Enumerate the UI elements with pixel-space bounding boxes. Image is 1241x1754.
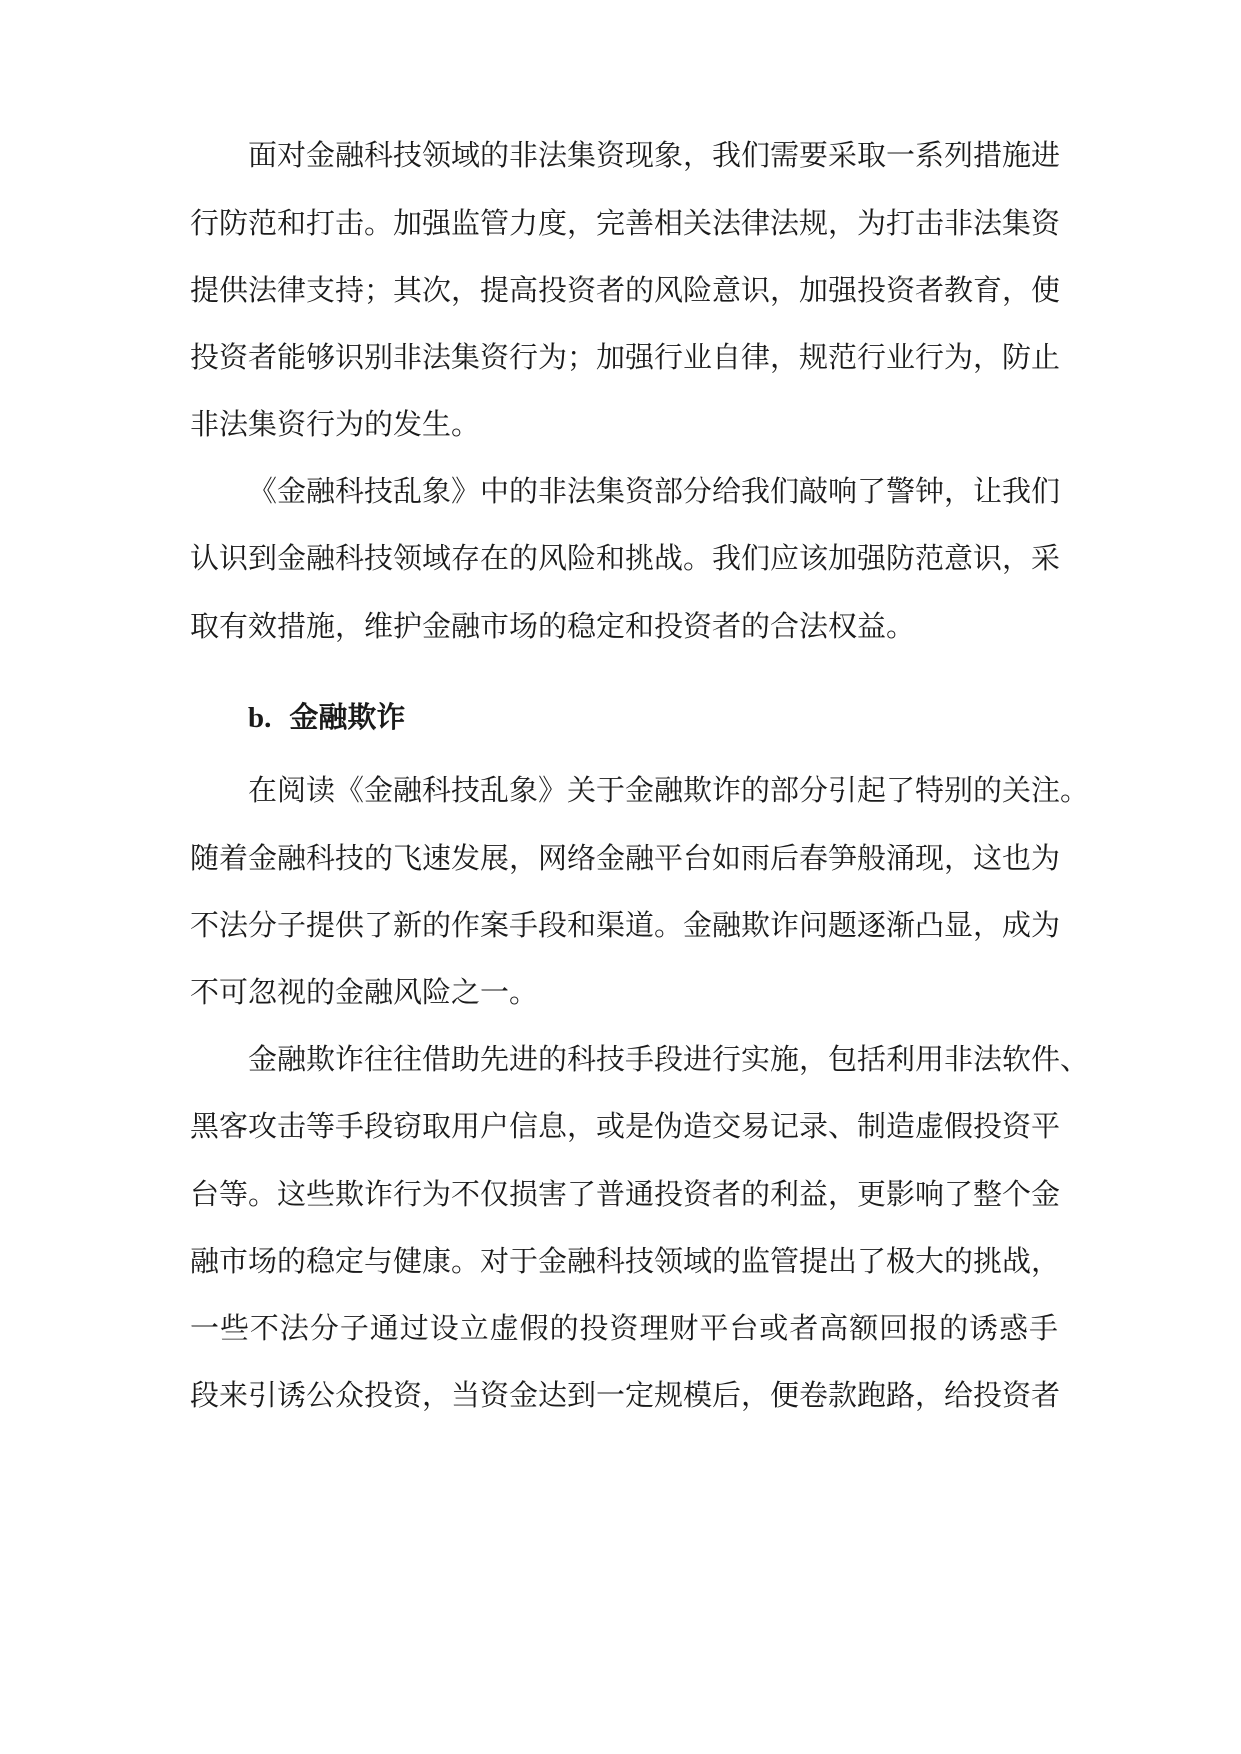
paragraph-3-line-3: 不法分子提供了新的作案手段和渠道。金融欺诈问题逐渐凸显，成为 — [190, 908, 1061, 942]
paragraph-3-line-4: 不可忽视的金融风险之一。 — [190, 975, 539, 1009]
paragraph-2-line-2: 认识到金融科技领域存在的风险和挑战。我们应该加强防范意识，采 — [190, 541, 1061, 575]
paragraph-4-line-6: 段来引诱公众投资，当资金达到一定规模后，便卷款跑路，给投资者 — [190, 1378, 1061, 1412]
paragraph-4-line-4: 融市场的稳定与健康。对于金融科技领域的监管提出了极大的挑战， — [190, 1244, 1061, 1278]
paragraph-1-line-4: 投资者能够识别非法集资行为；加强行业自律，规范行业行为，防止 — [190, 340, 1061, 374]
paragraph-4-line-2: 黑客攻击等手段窃取用户信息，或是伪造交易记录、制造虚假投资平 — [190, 1109, 1061, 1143]
paragraph-2-line-1: 《金融科技乱象》中的非法集资部分给我们敲响了警钟，让我们 — [248, 474, 1061, 508]
paragraph-2-line-3: 取有效措施，维护金融市场的稳定和投资者的合法权益。 — [190, 609, 916, 643]
paragraph-4-line-1: 金融欺诈往往借助先进的科技手段进行实施，包括利用非法软件、 — [248, 1042, 1090, 1076]
paragraph-4-line-3: 台等。这些欺诈行为不仅损害了普通投资者的利益，更影响了整个金 — [190, 1177, 1061, 1211]
section-heading — [248, 695, 405, 739]
paragraph-4-line-5: 一些不法分子通过设立虚假的投资理财平台或者高额回报的诱惑手 — [190, 1311, 1058, 1345]
section-marker: b. — [248, 702, 272, 734]
paragraph-3-line-2: 随着金融科技的飞速发展，网络金融平台如雨后春笋般涌现，这也为 — [190, 841, 1061, 875]
section-title: 金融欺诈 — [289, 700, 406, 734]
paragraph-3-line-1: 在阅读《金融科技乱象》关于金融欺诈的部分引起了特别的关注。 — [248, 773, 1090, 807]
paragraph-1-line-5: 非法集资行为的发生。 — [190, 407, 481, 441]
paragraph-1-line-3: 提供法律支持；其次，提高投资者的风险意识，加强投资者教育，使 — [190, 273, 1061, 307]
paragraph-1-line-1: 面对金融科技领域的非法集资现象，我们需要采取一系列措施进 — [248, 138, 1061, 172]
paragraph-1-line-2: 行防范和打击。加强监管力度，完善相关法律法规，为打击非法集资 — [190, 206, 1061, 240]
